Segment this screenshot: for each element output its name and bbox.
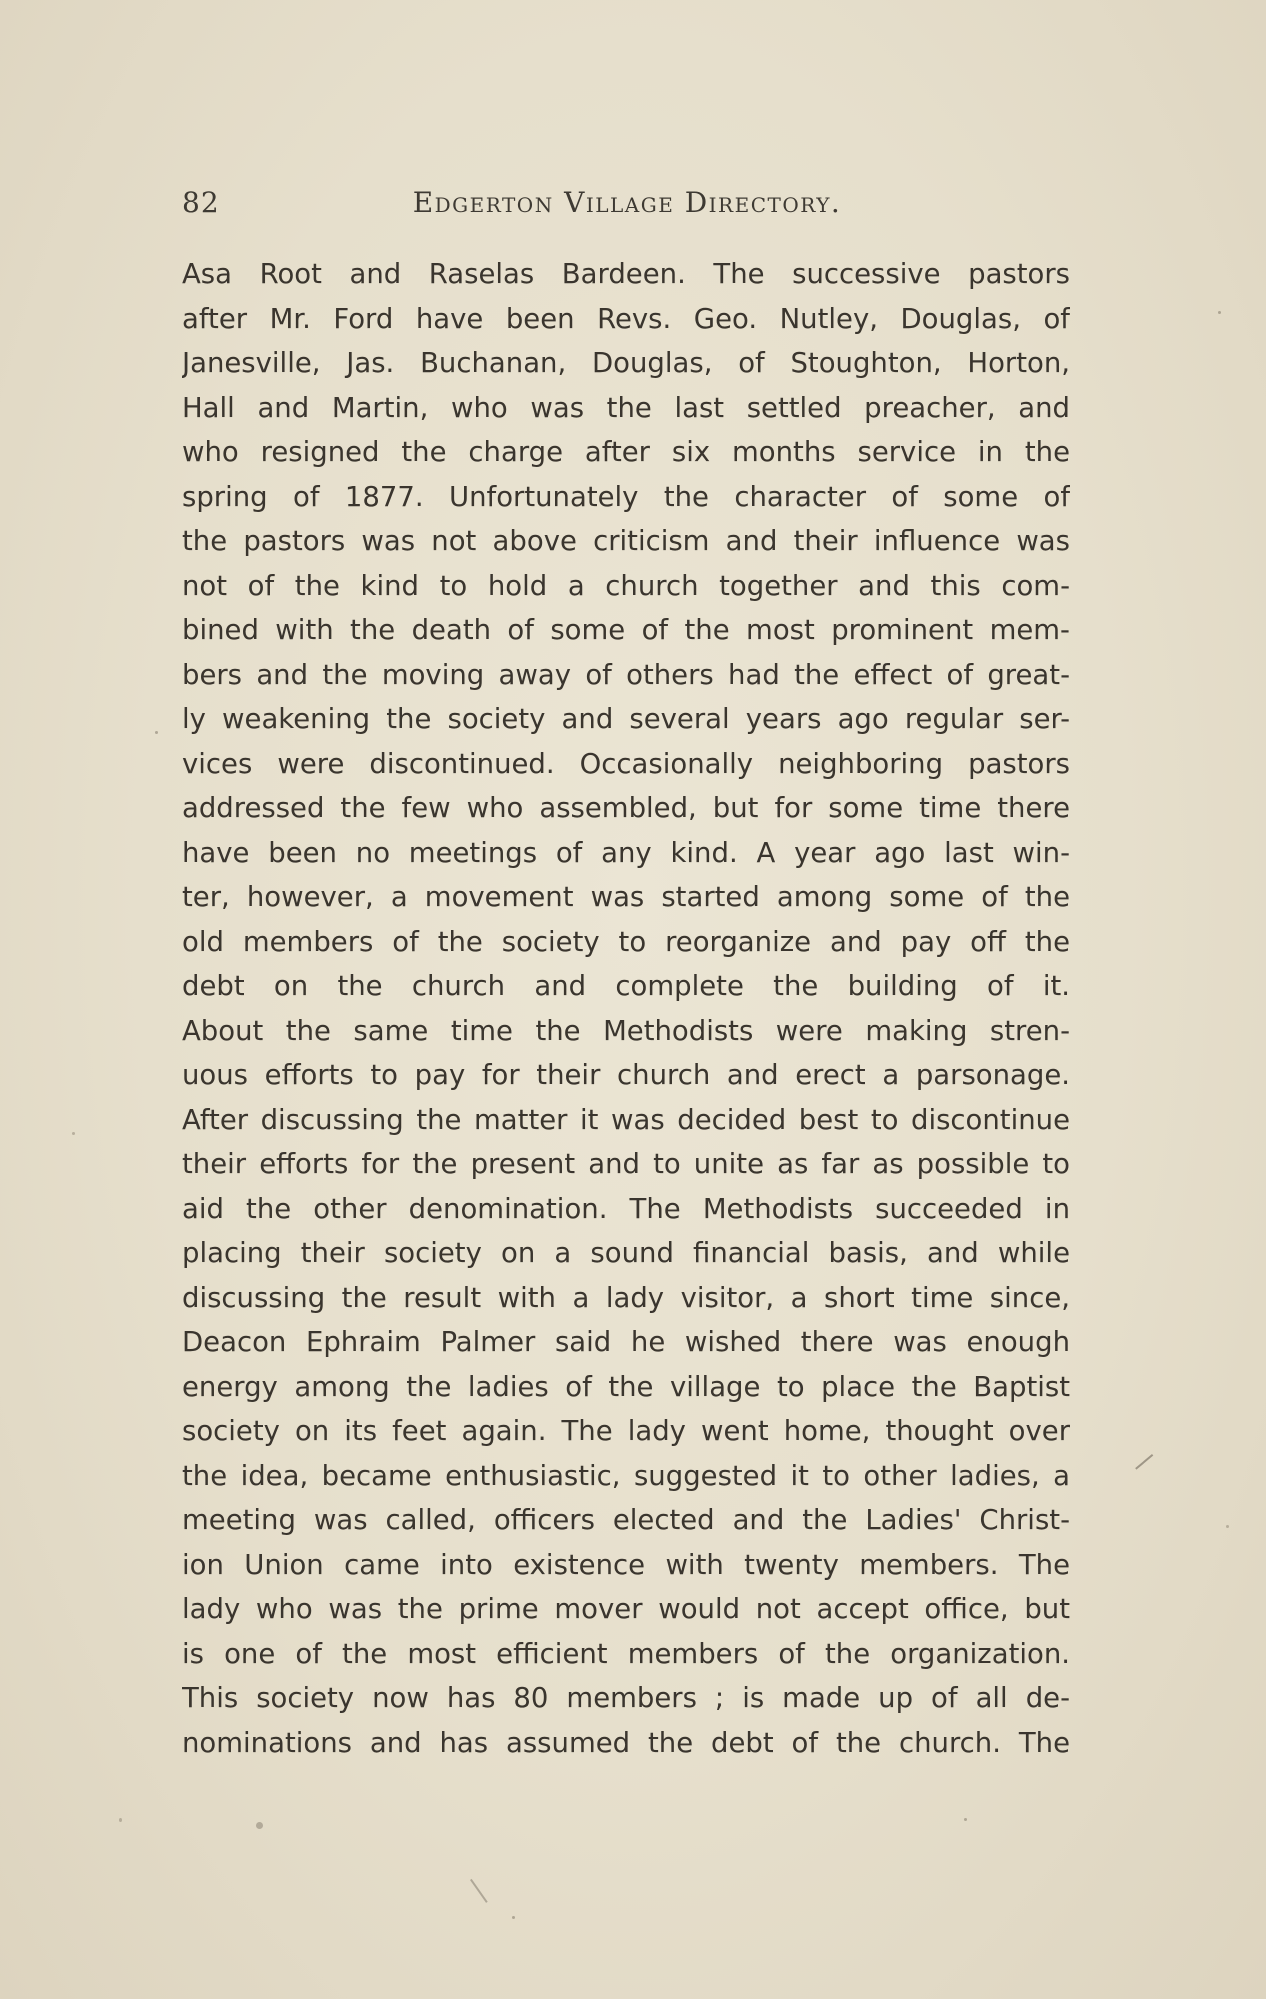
text-line: This society now has 80 members ; is made up of all de-: [182, 1682, 1070, 1714]
paper-speck: [256, 1822, 263, 1829]
text-line: after Mr. Ford have been Revs. Geo. Nutley, Douglas, of: [182, 302, 1070, 335]
paper-speck: [1218, 311, 1221, 314]
text-line: Asa Root and Raselas Bardeen. The successive pastors: [182, 258, 1070, 290]
text-line: the pastors was not above criticism and their influence was: [182, 525, 1070, 557]
text-line: After discussing the matter it was decided best to discontinue: [182, 1103, 1070, 1136]
running-title: Edgerton Village Directory.: [412, 186, 842, 219]
text-line: the idea, became enthusiastic, suggested it to other ladies, a: [182, 1459, 1070, 1492]
text-line: nominations and has assumed the debt of the church. The: [182, 1726, 1070, 1759]
text-line: debt on the church and complete the building of it.: [182, 970, 1070, 1002]
text-line: placing their society on a sound financial basis, and while: [182, 1237, 1070, 1269]
text-line: society on its feet again. The lady went home, thought over: [182, 1415, 1070, 1447]
text-line: who resigned the charge after six months service in the: [182, 436, 1070, 468]
text-line: addressed the few who assembled, but for some time there: [182, 792, 1070, 824]
text-line: lady who was the prime mover would not accept office, but: [182, 1593, 1070, 1625]
text-line: aid the other denomination. The Methodists succeeded in: [182, 1192, 1070, 1225]
text-line: vices were discontinued. Occasionally neighboring pastors: [182, 747, 1070, 780]
text-line: energy among the ladies of the village to place the Baptist: [182, 1370, 1070, 1403]
page-number: 82: [182, 186, 220, 219]
text-line: discussing the result with a lady visitor, a short time since,: [182, 1281, 1070, 1314]
text-line: ion Union came into existence with twenty members. The: [182, 1548, 1070, 1581]
text-line: old members of the society to reorganize and pay off the: [182, 925, 1070, 958]
pencil-mark: [470, 1879, 488, 1903]
body-text: [182, 252, 1070, 1765]
paper-speck: [155, 731, 158, 734]
paper-speck: [512, 1916, 515, 1919]
text-line: meeting was called, officers elected and the Ladies' Christ-: [182, 1504, 1070, 1536]
text-line: uous efforts to pay for their church and erect a parsonage.: [182, 1059, 1070, 1091]
text-line: have been no meetings of any kind. A year ago last win-: [182, 836, 1070, 869]
text-line: bers and the moving away of others had the effect of great-: [182, 658, 1070, 691]
text-line: About the same time the Methodists were making stren-: [182, 1014, 1070, 1047]
text-line: ter, however, a movement was started among some of the: [182, 881, 1070, 913]
text-line: their efforts for the present and to unite as far as possible to: [182, 1148, 1070, 1180]
text-line: Deacon Ephraim Palmer said he wished there was enough: [182, 1326, 1070, 1358]
paper-speck: [1226, 1525, 1229, 1528]
text-line: not of the kind to hold a church together and this com-: [182, 569, 1070, 602]
text-line: is one of the most efficient members of the organization.: [182, 1637, 1070, 1670]
page-header: [182, 186, 1072, 230]
paper-speck: [72, 1132, 75, 1135]
text-line: Janesville, Jas. Buchanan, Douglas, of Stoughton, Horton,: [182, 347, 1070, 379]
paper-speck: [964, 1818, 967, 1821]
paper-speck: [119, 1818, 122, 1822]
text-line: ly weakening the society and several years ago regular ser-: [182, 703, 1070, 735]
text-line: Hall and Martin, who was the last settled preacher, and: [182, 391, 1070, 424]
text-line: spring of 1877. Unfortunately the character of some of: [182, 480, 1070, 513]
pencil-mark: [1135, 1454, 1153, 1470]
text-line: bined with the death of some of the most prominent mem-: [182, 614, 1070, 646]
